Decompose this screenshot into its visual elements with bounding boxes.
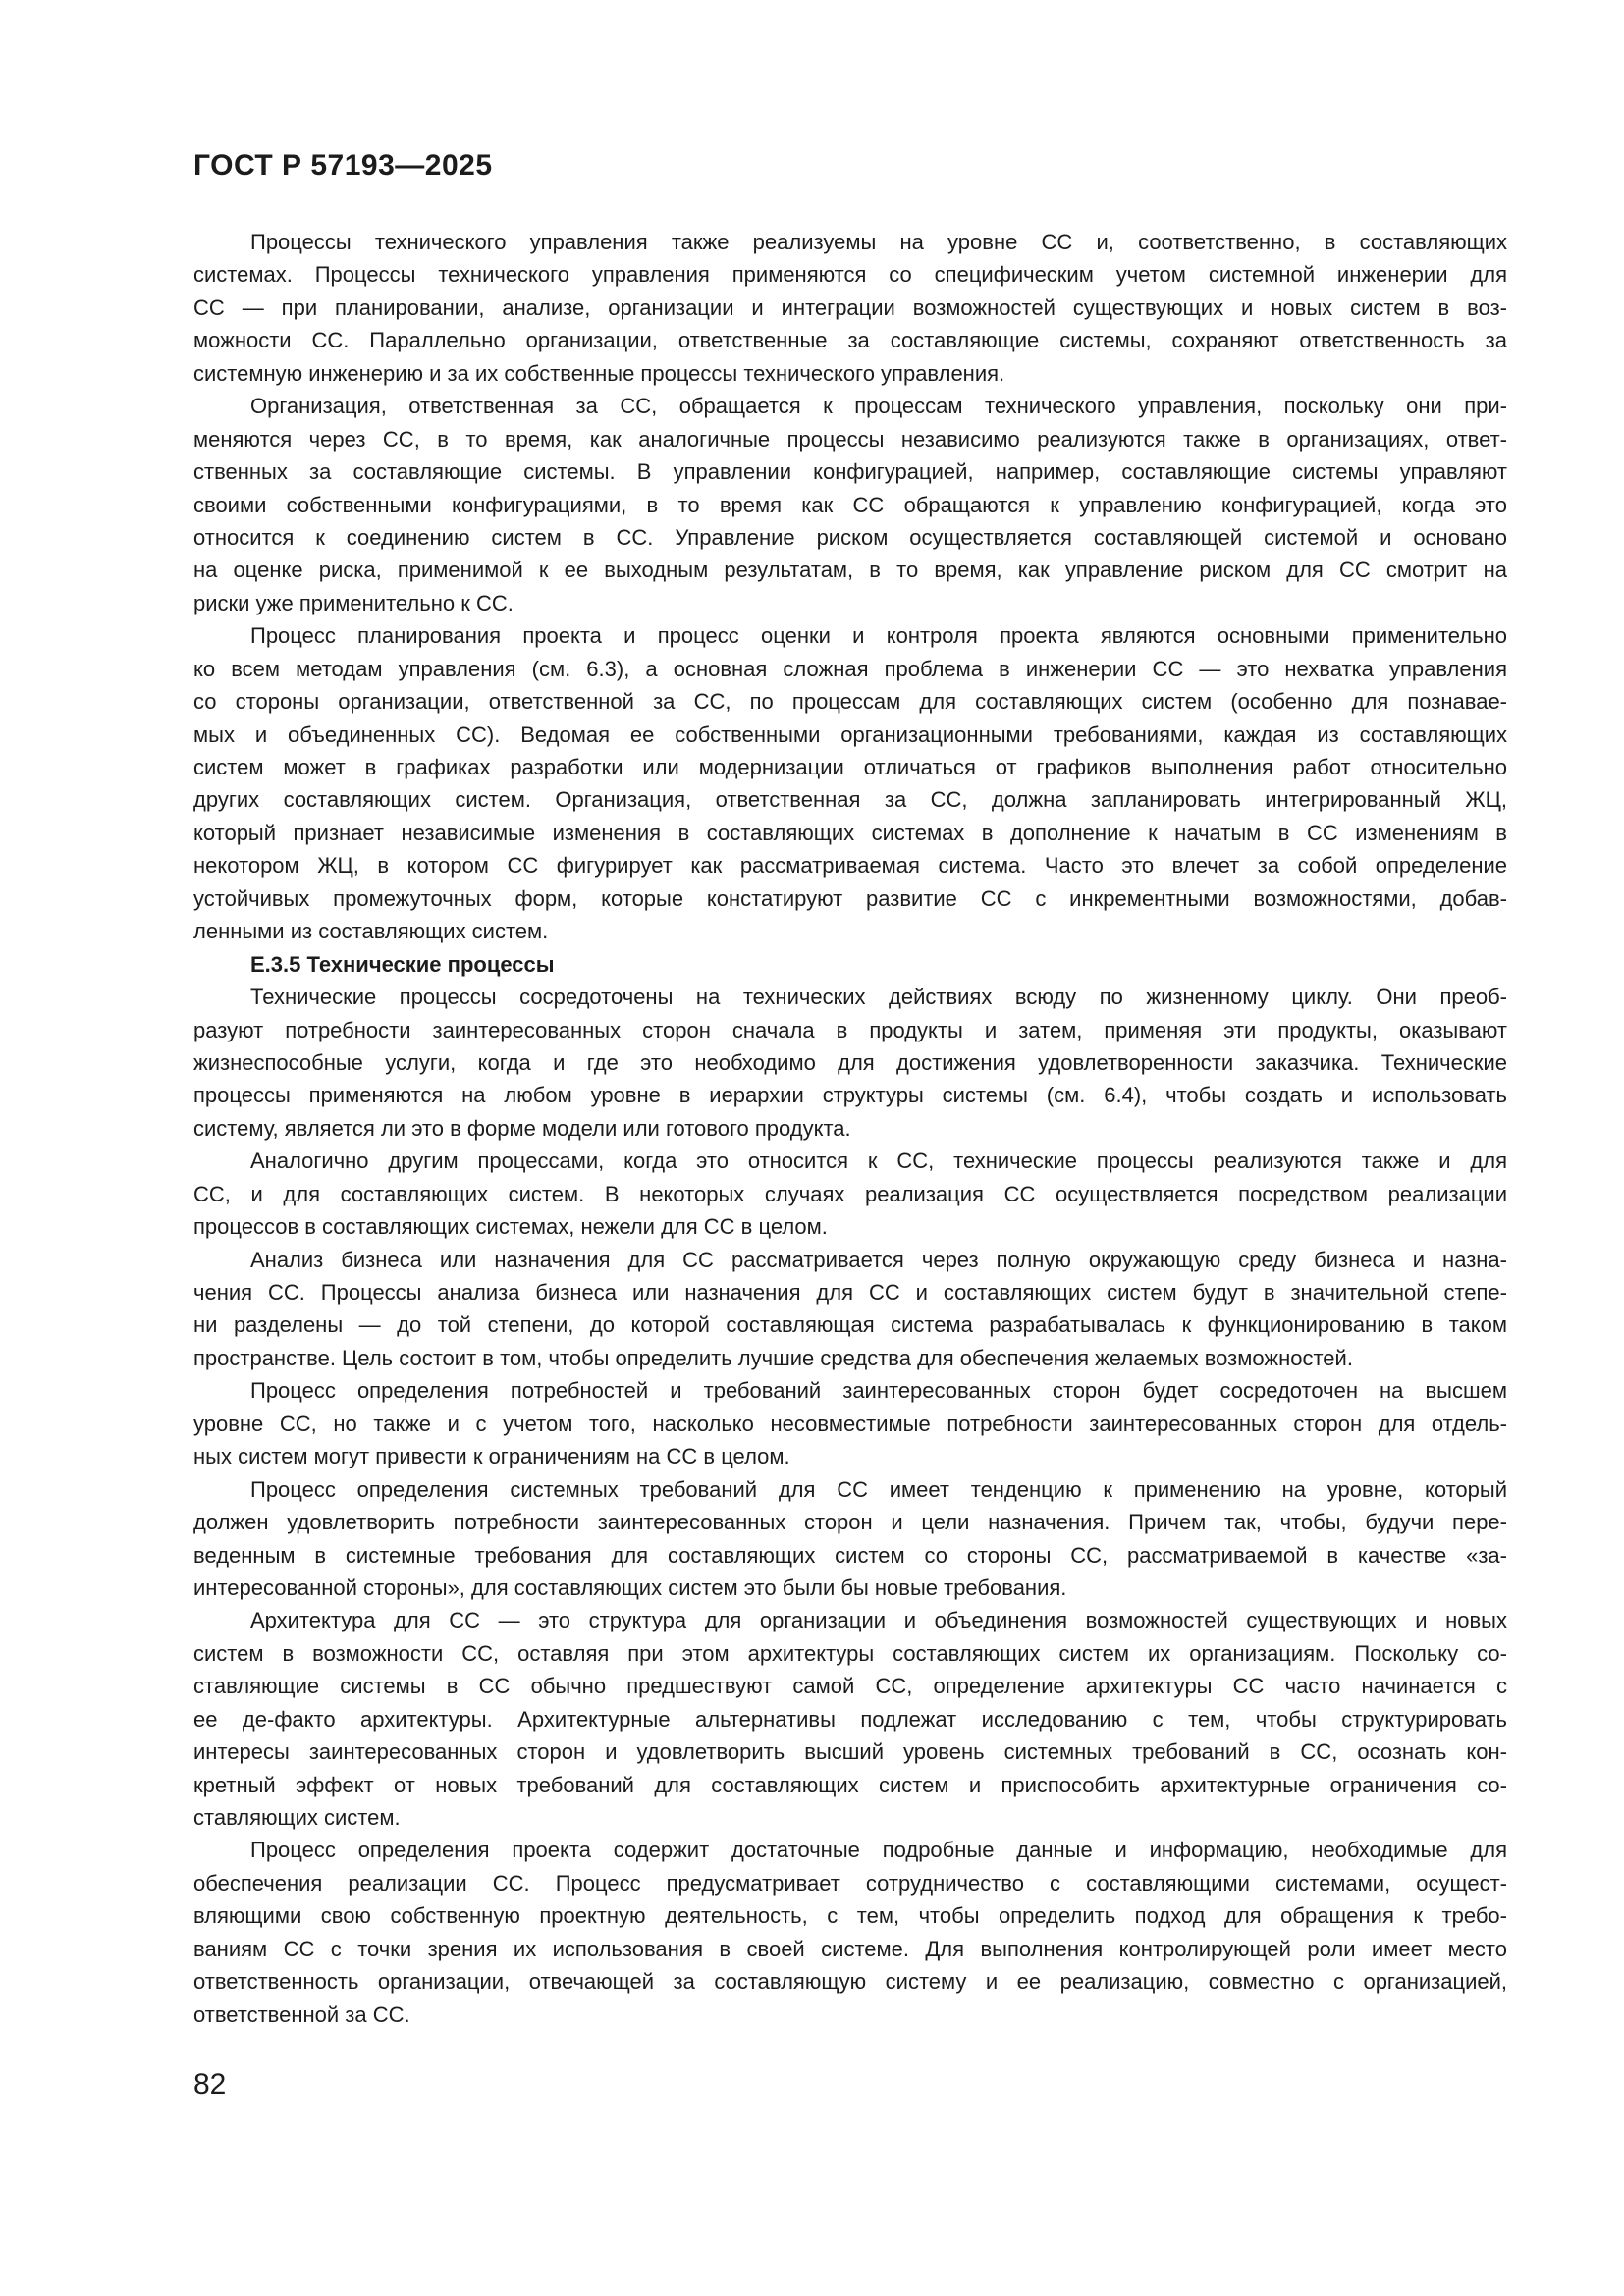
text-line: ее де-факто архитектуры. Архитектурные альтернативы подлежат исследованию с тем, чтобы структурировать [193, 1706, 1507, 1732]
text-line: меняются через СС, в то время, как аналогичные процессы независимо реализуются также в организациях, ответ- [193, 426, 1507, 452]
text-line: ных систем могут привести к ограничениям на СС в целом. [193, 1444, 790, 1469]
text-line: жизнеспособные услуги, когда и где это необходимо для достижения удовлетворенности заказчика. Технические [193, 1049, 1507, 1075]
text-line: Технические процессы сосредоточены на технических действиях всюду по жизненному циклу. Они преоб- [250, 985, 1507, 1010]
text-line: вляющими свою собственную проектную деятельность, с тем, чтобы определить подход для обращения к требо- [193, 1903, 1507, 1929]
text-line: который признает независимые изменения в составляющих системах в дополнение к начатым в СС изменениям в [193, 820, 1507, 845]
text-line: ленными из составляющих систем. [193, 919, 549, 944]
text-line: ставляющих систем. [193, 1805, 401, 1830]
text-line: разуют потребности заинтересованных сторон сначала в продукты и затем, применяя эти продукты, оказывают [193, 1017, 1507, 1042]
text-line: Организация, ответственная за СС, обращается к процессам технического управления, поскольку они при- [250, 394, 1507, 419]
text-line: Анализ бизнеса или назначения для СС рассматривается через полную окружающую среду бизнеса и назна- [250, 1247, 1507, 1272]
text-line: пространстве. Цель состоит в том, чтобы определить лучшие средства для обеспечения желаемых возможностей. [193, 1345, 1353, 1370]
text-line: интересованной стороны», для составляющих систем это были бы новые требования. [193, 1575, 1067, 1600]
text-line: на оценке риска, применимой к ее выходным результатам, в то время, как управление риском для СС смотрит на [193, 558, 1507, 583]
text-line: некотором ЖЦ, в котором СС фигурирует как рассматриваемая система. Часто это влечет за собой определение [193, 853, 1507, 879]
text-line: своими собственными конфигурациями, в то время как СС обращаются к управлению конфигурацией, когда это [193, 492, 1507, 517]
text-line: ставляющие системы в СС обычно предшествуют самой СС, определение архитектуры СС часто начинается с [193, 1674, 1507, 1699]
text-line: Аналогично другим процессами, когда это относится к СС, технические процессы реализуются также и для [250, 1148, 1507, 1174]
text-line: систему, является ли это в форме модели или готового продукта. [193, 1115, 851, 1141]
text-line: мых и объединенных СС). Ведомая ее собственными организационными требованиями, каждая из составляющих [193, 721, 1507, 747]
text-line: веденным в системные требования для составляющих систем со стороны СС, рассматриваемой в качестве «за- [193, 1542, 1507, 1568]
text-line: Процессы технического управления также реализуемы на уровне СС и, соответственно, в составляющих [250, 230, 1507, 254]
text-line: Архитектура для СС — это структура для организации и объединения возможностей существующих и новых [250, 1608, 1507, 1633]
text-line: системах. Процессы технического управления применяются со специфическим учетом системной инженерии для [193, 262, 1507, 288]
document-body [193, 226, 1507, 2031]
text-line: ваниям СС с точки зрения их использования в своей системе. Для выполнения контролирующей роли имеет место [193, 1936, 1507, 1961]
text-line: ственных за составляющие системы. В управлении конфигурацией, например, составляющие системы управляют [193, 459, 1507, 485]
text-line: кретный эффект от новых требований для составляющих систем и приспособить архитектурные ограничения со- [193, 1772, 1507, 1797]
text-line: со стороны организации, ответственной за СС, по процессам для составляющих систем (особенно для познавае- [193, 689, 1507, 715]
text-line: уровне СС, но также и с учетом того, насколько несовместимые потребности заинтересованных сторон для отдель- [193, 1411, 1507, 1436]
text-line: других составляющих систем. Организация, ответственная за СС, должна запланировать интегрированный ЖЦ, [193, 787, 1507, 813]
text-line: Процесс определения потребностей и требований заинтересованных сторон будет сосредоточен на высшем [250, 1378, 1507, 1404]
text-line: Процесс определения проекта содержит достаточные подробные данные и информацию, необходимые для [250, 1838, 1507, 1863]
section-heading: Е.3.5 Технические процессы [250, 951, 555, 977]
text-line: СС — при планировании, анализе, организации и интеграции возможностей существующих и новых систем в воз- [193, 294, 1507, 320]
page-number: 82 [193, 2068, 227, 2101]
document-header: ГОСТ Р 57193—2025 [193, 149, 493, 182]
text-line: ни разделены — до той степени, до которой составляющая система разрабатывалась к функционированию в таком [193, 1312, 1507, 1338]
text-line: систем может в графиках разработки или модернизации отличаться от графиков выполнения работ относительно [193, 755, 1507, 779]
text-line: обеспечения реализации СС. Процесс предусматривает сотрудничество с составляющими системами, осущест- [193, 1870, 1507, 1896]
text-line: можности СС. Параллельно организации, ответственные за составляющие системы, сохраняют ответственность за [193, 328, 1507, 353]
text-line: чения СС. Процессы анализа бизнеса или назначения для СС и составляющих систем будут в значительной степе- [193, 1280, 1507, 1305]
text-line: Процесс планирования проекта и процесс оценки и контроля проекта являются основными применительно [250, 623, 1507, 649]
text-line: ко всем методам управления (см. 6.3), а основная сложная проблема в инженерии СС — это нехватка управления [193, 656, 1507, 681]
text-line: ответственной за СС. [193, 2002, 410, 2027]
text-line: процессы применяются на любом уровне в иерархии структуры системы (см. 6.4), чтобы создать и использовать [193, 1083, 1507, 1108]
text-line: риски уже применительно к СС. [193, 590, 514, 615]
text-line: СС, и для составляющих систем. В некоторых случаях реализация СС осуществляется посредством реализации [193, 1181, 1507, 1206]
text-line: системную инженерию и за их собственные процессы технического управления. [193, 360, 1005, 386]
text-line: устойчивых промежуточных форм, которые констатируют развитие СС с инкрементными возможностями, добав- [193, 885, 1507, 911]
text-line: Процесс определения системных требований для СС имеет тенденцию к применению на уровне, который [250, 1476, 1507, 1502]
text-line: интересы заинтересованных сторон и удовлетворить высший уровень системных требований в СС, осознать кон- [193, 1739, 1507, 1765]
text-line: относится к соединению систем в СС. Управление риском осуществляется составляющей системой и основано [193, 524, 1507, 550]
text-line: процессов в составляющих системах, нежели для СС в целом. [193, 1214, 828, 1240]
text-line: должен удовлетворить потребности заинтересованных сторон и цели назначения. Причем так, чтобы, будучи пере- [193, 1510, 1507, 1535]
text-line: систем в возможности СС, оставляя при этом архитектуры составляющих систем их организациям. Поскольку со- [193, 1640, 1507, 1666]
text-line: ответственность организации, отвечающей за составляющую систему и ее реализацию, совместно с организацией, [193, 1969, 1507, 1995]
